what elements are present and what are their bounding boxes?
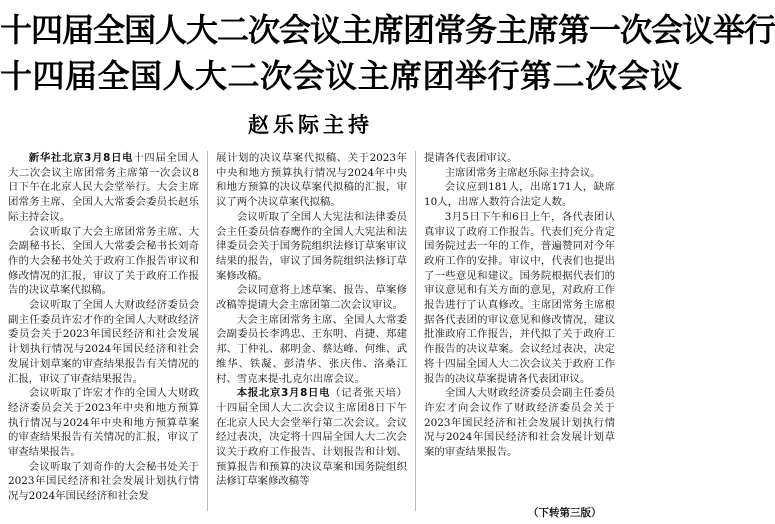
paragraph: 3月5日下午和6日上午，各代表团认真审议了政府工作报告。代表们充分肯定国务院过去一年的工作，普遍赞同对今年政府工作的安排。审议中，代表们也提出了一些意见和建议。国务院根据代表们的审议意见和有关方面的意见，对政府工作报告进行了认真修改。主席团常务主席根据各代表团的审议意见和修改情况，建议批准政府工作报告，并代拟了关于政府工作报告的决议草案。会议经过表决，决定将十四届全国人大二次会议关于政府工作报告的决议草案提请各代表团审议。 [424,210,615,385]
article-column-1 [8,151,199,515]
paragraph-text: 十四届全国人大二次会议主席团常务主席第一次会议8日下午在北京人民大会堂举行。大会主席团常务主席、全国人大常委会委员长赵乐际主持会议。 [8,152,199,223]
paragraph: 会议听取了刘奇作的大会秘书处关于2023年国民经济和社会发展计划执行情况与2024年国民经济和社会发 [8,460,199,503]
paragraph: 提请各代表团审议。 [424,152,518,164]
paragraph [8,151,199,225]
paragraph: 主席团常务主席赵乐际主持会议。 [444,166,601,179]
paragraph: 会议应到181人，出席171人，缺席10人，出席人数符合法定人数。 [424,181,615,209]
paragraph: 会议听取了全国人大财政经济委员会副主任委员许宏才作的全国人大财政经济委员会关于2023年国民经济和社会发展计划执行情况与2024年国民经济和社会发展计划草案的审查结果报告有关情况的汇报，审议了审查结果报告。 [8,299,199,385]
article-column-2 [216,151,407,515]
paragraph: 展计划的决议草案代拟稿、关于2023年中央和地方预算执行情况与2024年中央和地方预算的决议草案代拟稿的汇报，审议了两个决议草案代拟稿。 [216,152,407,209]
paragraph-text: （记者张天培）十四届全国人大二次会议主席团8日下午在北京人民大会堂举行第二次会议。会议经过表决，决定将十四届全国人大二次会议关于政府工作报告、计划报告和计划、预算报告和预算的决议草案和国务院组织法修订草案修改稿等 [216,387,407,488]
headline-line-2: 十四届全国人大二次会议主席团举行第二次会议 [0,57,683,95]
dateline: 新华社北京3月8日电 [28,152,134,164]
column-divider [207,151,208,511]
paragraph [216,386,407,489]
paragraph: 会议听取了全国人大宪法和法律委员会主任委员信春鹰作的全国人大宪法和法律委员会关于国务院组织法修订草案审议结果的报告，审议了国务院组织法修订草案修改稿。 [216,210,407,282]
paragraph: 全国人大财政经济委员会副主任委员许宏才向会议作了财政经济委员会关于2023年国民经济和社会发展计划执行情况与2024年国民经济和社会发展计划草案的审查结果报告。 [424,387,615,459]
headline-subtitle: 赵乐际主持 [248,113,373,137]
continued-on-page-note: （下转第三版） [528,507,602,519]
dateline: 本报北京3月8日电 [236,387,331,400]
paragraph: 会议听取了许宏才作的全国人大财政经济委员会关于2023年中央和地方预算执行情况与2024年中央和地方预算草案的审查结果报告有关情况的汇报，审议了审查结果报告。 [8,387,199,459]
paragraph: 会议同意将上述草案、报告、草案修改稿等提请大会主席团第二次会议审议。 [216,284,407,312]
article-column-3 [424,151,615,505]
paragraph: 会议听取了大会主席团常务主席、大会副秘书长、全国人大常委会秘书长刘奇作的大会秘书处关于政府工作报告审议和修改情况的汇报，审议了关于政府工作报告的决议草案代拟稿。 [8,225,199,297]
column-divider [415,151,416,511]
headline-line-1: 十四届全国人大二次会议主席团常务主席第一次会议举行 [0,11,775,49]
paragraph: 大会主席团常务主席、全国人大常委会副委员长李鸿忠、王东明、肖捷、郑建邦、丁仲礼、郝明金、蔡达峰、何维、武维华、铁凝、彭清华、张庆伟、洛桑江村、雪克来提·扎克尔出席会议。 [216,313,407,385]
